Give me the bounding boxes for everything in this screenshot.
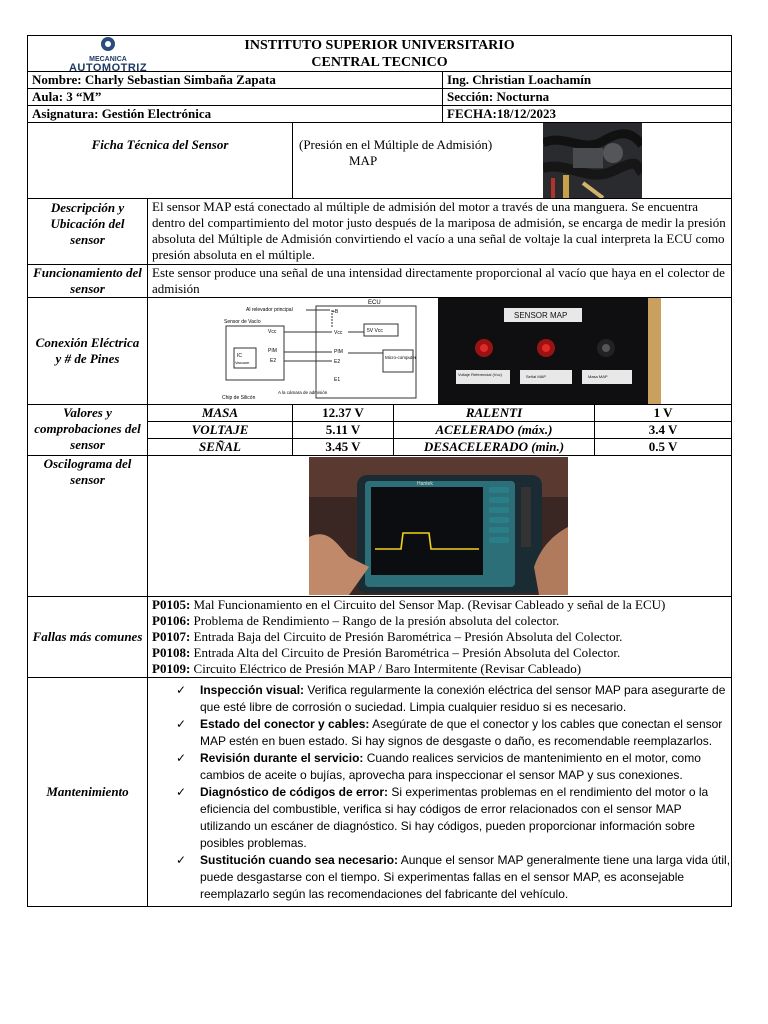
- falla-code: P0109:: [152, 661, 191, 676]
- falla-code: P0106:: [152, 613, 191, 628]
- institute-line1: INSTITUTO SUPERIOR UNIVERSITARIO: [244, 38, 515, 53]
- funcionamiento-text: Este sensor produce una señal de una intensidad directamente proporcional al vacío que haya en el colector de admisión: [148, 265, 732, 298]
- classroom: Aula: 3 “M”: [28, 89, 443, 106]
- valor-k2-1: ACELERADO (máx.): [394, 422, 595, 439]
- valor-k2-2: DESACELERADO (min.): [394, 439, 595, 456]
- subject: Asignatura: Gestión Electrónica: [28, 106, 443, 123]
- falla-text: Entrada Baja del Circuito de Presión Barométrica – Presión Absoluta del Colector.: [190, 629, 623, 644]
- institute-line2: CENTRAL TECNICO: [311, 55, 448, 70]
- mantenimiento-list: [148, 682, 731, 903]
- diagram-b: +B: [332, 309, 339, 315]
- valor-k2-0: RALENTI: [394, 405, 595, 422]
- ficha-title-line2: MAP: [349, 153, 378, 168]
- fallas-list: [148, 597, 732, 678]
- oscilograma-cell: [148, 456, 732, 597]
- logo-line2: AUTOMOTRIZ: [68, 62, 148, 74]
- falla-text: Entrada Alta del Circuito de Presión Barométrica – Presión Absoluta del Colector.: [190, 645, 621, 660]
- valor-v2-1: 3.4 V: [595, 422, 732, 439]
- mantenimiento-title: Diagnóstico de códigos de error:: [200, 785, 389, 799]
- conexion-label: Conexión Eléctrica y # de Pines: [28, 298, 148, 405]
- funcionamiento-label: Funcionamiento del sensor: [28, 265, 148, 298]
- valor-v1-1: 5.11 V: [293, 422, 394, 439]
- valor-v2-0: 1 V: [595, 405, 732, 422]
- diagram-5v: 5V Vcc: [367, 328, 383, 334]
- falla-code: P0105:: [152, 597, 191, 612]
- logo-line1: MECANICA: [89, 56, 127, 63]
- mantenimiento-item: [176, 784, 731, 852]
- diagram-sensor-vacio: Sensor de Vacío: [224, 319, 261, 325]
- falla-text: Circuito Eléctrico de Presión MAP / Baro Intermitente (Revisar Cableado): [190, 661, 582, 676]
- technical-sheet: [27, 35, 731, 907]
- falla-text: Mal Funcionamiento en el Circuito del Sensor Map. (Revisar Cableado y señal de la ECU): [190, 597, 666, 612]
- board-pin2: Señal MAP: [526, 374, 547, 379]
- valor-k1-1: VOLTAJE: [148, 422, 293, 439]
- mantenimiento-title: Sustitución cuando sea necesario:: [200, 853, 399, 867]
- falla-text: Problema de Rendimiento – Rango de la presión absoluta del colector.: [190, 613, 560, 628]
- checkmark-icon: ✓: [176, 853, 187, 867]
- diagram-chip: Chip de Silicón: [222, 395, 256, 401]
- instructor-name: Ing. Christian Loachamín: [443, 72, 732, 89]
- mantenimiento-item: [176, 682, 731, 716]
- diagram-e2b: E2: [334, 359, 341, 365]
- diagram-ecu: ECU: [368, 300, 381, 306]
- diagram-micro: Micro-computer: [385, 355, 417, 360]
- oscilloscope-photo: [309, 457, 568, 595]
- valores-label: Valores y comprobaciones del sensor: [28, 405, 148, 456]
- gear-icon: [101, 37, 115, 51]
- student-name: Nombre: Charly Sebastian Simbaña Zapata: [28, 72, 443, 89]
- board-pin1: Voltaje Referencial (Vcc): [458, 372, 502, 377]
- oscilograma-label: Oscilograma del sensor: [28, 456, 148, 597]
- falla-code: P0108:: [152, 645, 191, 660]
- falla-item: [152, 629, 727, 645]
- valor-v1-2: 3.45 V: [293, 439, 394, 456]
- scope-brand: Hantek: [417, 481, 433, 487]
- mantenimiento-cell: [148, 678, 732, 907]
- institute-header: [28, 36, 732, 72]
- board-sensor-label: SENSOR MAP: [514, 311, 568, 320]
- sensor-board-photo: [438, 298, 661, 404]
- diagram-vacuum: Vacuum: [235, 360, 250, 365]
- checkmark-icon: ✓: [176, 751, 187, 765]
- diagram-vcc: Vcc: [268, 329, 277, 335]
- section: Sección: Nocturna: [443, 89, 732, 106]
- falla-item: [152, 661, 727, 677]
- diagram-e2: E2: [270, 358, 277, 364]
- valor-v1-0: 12.37 V: [293, 405, 394, 422]
- school-logo: [68, 36, 148, 74]
- diagram-camara: A la cámara de admisión: [278, 390, 328, 395]
- diagram-pim2: PIM: [334, 349, 343, 355]
- mantenimiento-text: Aunque el sensor MAP generalmente tiene una larga vida útil, puede desgastarse con el tiempo. Si experimentas fallas en el sensor MAP, es aconsejable reemplazarlo según las recomendaciones del fabricante del vehículo.: [200, 853, 731, 901]
- sensor-table: [27, 35, 732, 907]
- falla-item: [152, 613, 727, 629]
- diagram-relevador: Al relevador principal: [246, 307, 293, 313]
- diagram-vcc2: Vcc: [334, 330, 343, 336]
- checkmark-icon: ✓: [176, 717, 187, 731]
- mantenimiento-text: Asegúrate de que el conector y los cables que conectan el sensor MAP estén en buen estado. Si hay signos de desgaste o daño, es recomendable reemplazarlos.: [200, 717, 723, 748]
- wiring-diagram: [220, 298, 424, 404]
- valor-k1-2: SEÑAL: [148, 439, 293, 456]
- mantenimiento-label: Mantenimiento: [28, 678, 148, 907]
- mantenimiento-title: Inspección visual:: [200, 683, 305, 697]
- engine-photo: [543, 123, 642, 198]
- date: FECHA:18/12/2023: [443, 106, 732, 123]
- mantenimiento-text: Si experimentas problemas en el rendimiento del motor o la eficiencia del combustible, verifica si hay códigos de error relacionados con el sensor MAP utilizando un escáner de diagnóstico. Si hay códigos, pueden proporcionar información sobre posibles problemas.: [200, 785, 709, 850]
- falla-code: P0107:: [152, 629, 191, 644]
- ficha-label: Ficha Técnica del Sensor: [28, 123, 293, 199]
- mantenimiento-text: Verifica regularmente la conexión eléctrica del sensor MAP para asegurarte de que esté libre de corrosión o suciedad. Limpia cualquier residuo si es necesario.: [200, 683, 726, 714]
- valor-v2-2: 0.5 V: [595, 439, 732, 456]
- checkmark-icon: ✓: [176, 683, 187, 697]
- board-pin3: Masa MAP: [588, 374, 608, 379]
- fallas-label: Fallas más comunes: [28, 597, 148, 678]
- falla-item: [152, 597, 727, 613]
- mantenimiento-title: Revisión durante el servicio:: [200, 751, 364, 765]
- mantenimiento-item: [176, 750, 731, 784]
- checkmark-icon: ✓: [176, 785, 187, 799]
- conexion-cell: [148, 298, 732, 405]
- descripcion-label: Descripción y Ubicación del sensor: [28, 199, 148, 265]
- diagram-ic: IC: [237, 353, 242, 359]
- diagram-pim: PIM: [268, 348, 277, 354]
- mantenimiento-text: Cuando realices servicios de mantenimiento en el motor, como cambios de aceite o bujías, aprovecha para inspeccionar el sensor MAP y sus conexiones.: [200, 751, 701, 782]
- mantenimiento-item: [176, 716, 731, 750]
- ficha-title-cell: [293, 123, 732, 199]
- ficha-title-line1: (Presión en el Múltiple de Admisión): [299, 137, 493, 152]
- falla-item: [152, 645, 727, 661]
- descripcion-text: El sensor MAP está conectado al múltiple de admisión del motor a través de una manguera. Se encuentra dentro del compartimiento del motor justo después de la mariposa de admisión, se encarga de medir la presión absoluta del Múltiple de Admisión convirtiendo el vacío a una señal de voltaje la cual interpreta la ECU como presión absoluta en el múltiple.: [148, 199, 732, 265]
- diagram-e1: E1: [334, 377, 341, 383]
- mantenimiento-title: Estado del conector y cables:: [200, 717, 370, 731]
- valor-k1-0: MASA: [148, 405, 293, 422]
- mantenimiento-item: [176, 852, 731, 903]
